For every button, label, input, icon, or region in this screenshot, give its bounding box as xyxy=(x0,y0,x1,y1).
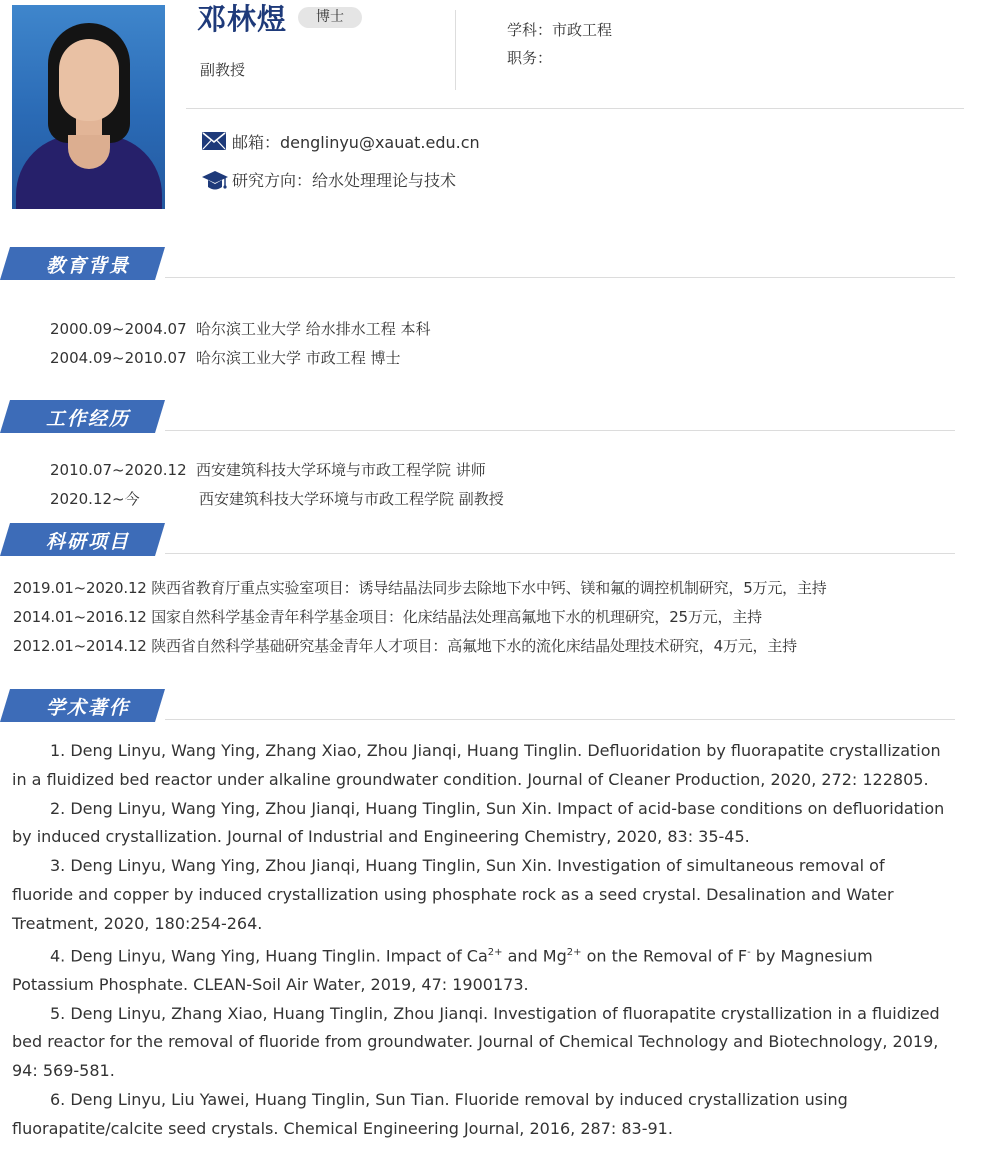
education-date: 2004.09~2010.07 xyxy=(50,349,187,367)
section-rule xyxy=(165,430,955,431)
publication-item: 5. Deng Linyu, Zhang Xiao, Huang Tinglin, Zhou Jianqi. Investigation of fluorapatite crystallization in a fluidized bed reactor for the removal of fluoride from groundwater. Journal of Chemical Technology and Biotechnology, 2019, 94: 569-581. xyxy=(12,1003,940,1081)
email-text: 邮箱：denglinyu@xauat.edu.cn xyxy=(232,133,480,152)
section-publications-header xyxy=(0,689,960,725)
work-date: 2020.12~今 xyxy=(50,490,140,508)
publication-item: 3. Deng Linyu, Wang Ying, Zhou Jianqi, Huang Tinglin, Sun Xin. Investigation of simultaneous removal of fluoride and copper by induced crystallization using phosphate rock as a seed crystal. Desalination and Water Treatment, 2020, 180:254-264. xyxy=(12,856,894,933)
work-text: 西安建筑科技大学环境与市政工程学院 讲师 xyxy=(196,461,486,479)
section-rule xyxy=(165,277,955,278)
publication-item: 6. Deng Linyu, Liu Yawei, Huang Tinglin, Sun Tian. Fluoride removal by induced crystallization using fluorapatite/calcite seed crystals. Chemical Engineering Journal, 2016, 287: 83-91. xyxy=(12,1089,848,1138)
education-date: 2000.09~2004.07 xyxy=(50,320,187,338)
position-field: 职务： xyxy=(507,49,553,67)
publication-text: on the Removal of F xyxy=(581,945,748,965)
email-row xyxy=(201,130,480,153)
section-rule xyxy=(165,719,955,720)
education-text: 哈尔滨工业大学 给水排水工程 本科 xyxy=(196,320,431,338)
publication-item: 1. Deng Linyu, Wang Ying, Zhang Xiao, Zhou Jianqi, Huang Tinglin. Defluoridation by fluorapatite crystallization in a fluidized bed reactor under alkaline groundwater condition. Journal of Cleaner Production, 2020, 272: 122805. xyxy=(12,741,941,789)
publication-text: 4. Deng Linyu, Wang Ying, Huang Tinglin. Impact of Ca xyxy=(50,945,488,965)
publication-list xyxy=(12,737,947,1143)
header-divider xyxy=(186,108,964,109)
publication-text: and Mg xyxy=(502,945,567,965)
section-title: 学术著作 xyxy=(46,697,131,719)
profile-name: 邓林煜 xyxy=(197,2,288,36)
section-title: 教育背景 xyxy=(46,255,131,277)
profile-photo xyxy=(12,5,165,209)
section-title: 科研项目 xyxy=(46,531,131,553)
section-work-header xyxy=(0,400,960,436)
academic-title: 副教授 xyxy=(200,61,246,79)
superscript: 2+ xyxy=(566,946,582,958)
publication-text: by Magnesium Potassium Phosphate. CLEAN-Soil Air Water, 2019, 47: 1900173. xyxy=(12,945,873,994)
research-row xyxy=(201,168,456,191)
section-education-header xyxy=(0,247,960,283)
header-vertical-divider xyxy=(455,10,456,90)
publication-item: 2. Deng Linyu, Wang Ying, Zhou Jianqi, Huang Tinglin, Sun Xin. Impact of acid-base conditions on defluoridation by induced crystallization. Journal of Industrial and Engineering Chemistry, 2020, 83: 35-45. xyxy=(12,798,945,847)
education-item xyxy=(50,347,401,368)
project-item: 2012.01~2014.12 陕西省自然科学基础研究基金青年人才项目：高氟地下水的流化床结晶处理技术研究，4万元，主持 xyxy=(13,637,797,655)
education-text: 哈尔滨工业大学 市政工程 博士 xyxy=(196,349,401,367)
publication-item xyxy=(12,939,947,1000)
graduation-cap-icon xyxy=(201,169,227,191)
superscript: - xyxy=(747,946,751,958)
envelope-icon xyxy=(201,131,227,153)
section-title: 工作经历 xyxy=(46,408,131,430)
degree-badge: 博士 xyxy=(298,7,362,28)
subject-field: 学科：市政工程 xyxy=(507,21,613,39)
project-item: 2019.01~2020.12 陕西省教育厅重点实验室项目：诱导结晶法同步去除地下水中钙、镁和氟的调控机制研究，5万元，主持 xyxy=(13,579,827,597)
work-item xyxy=(50,459,486,480)
work-text: 西安建筑科技大学环境与市政工程学院 副教授 xyxy=(199,490,504,508)
education-item xyxy=(50,318,431,339)
section-rule xyxy=(165,553,955,554)
work-date: 2010.07~2020.12 xyxy=(50,461,187,479)
superscript: 2+ xyxy=(487,946,503,958)
section-projects-header xyxy=(0,523,960,559)
project-item: 2014.01~2016.12 国家自然科学基金青年科学基金项目：化床结晶法处理高氟地下水的机理研究，25万元，主持 xyxy=(13,608,762,626)
work-item xyxy=(50,488,504,509)
research-text: 研究方向：给水处理理论与技术 xyxy=(232,171,457,190)
